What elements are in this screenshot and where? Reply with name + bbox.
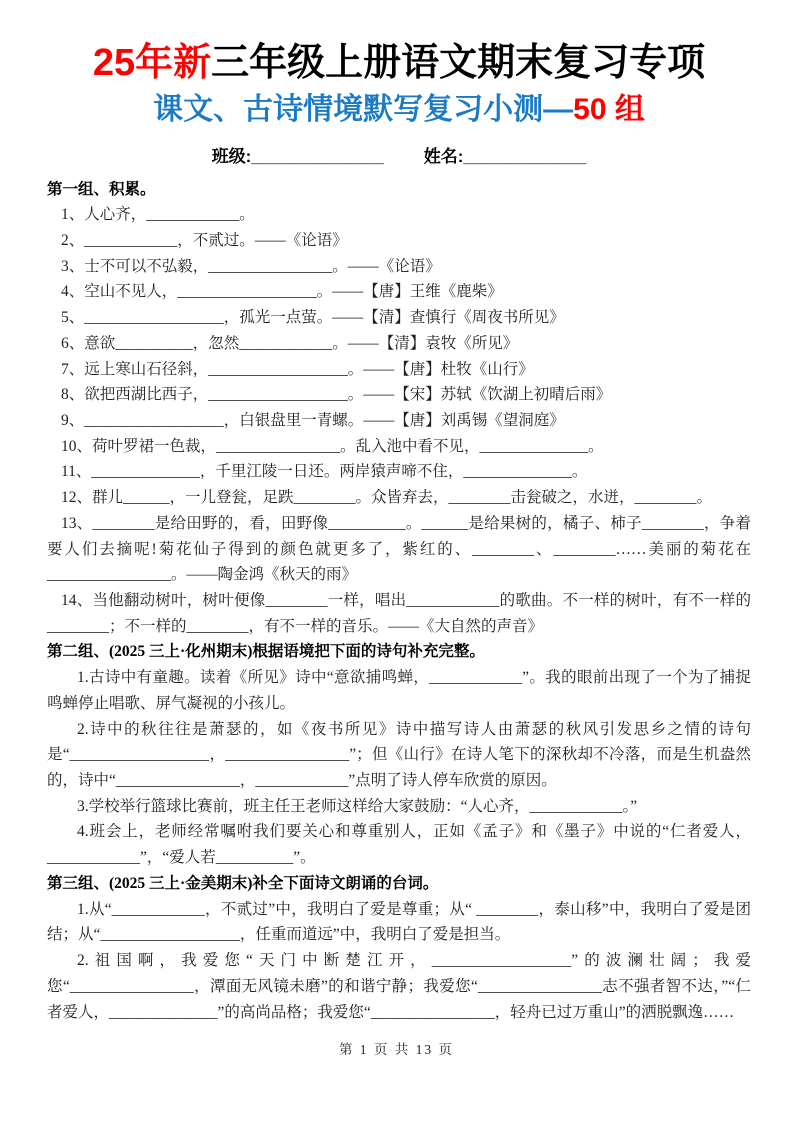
question-item: 4、空山不见人，__________________。——【唐】王维《鹿柴》 [61,283,503,301]
question-item: 7、远上寒山石径斜，__________________。——【唐】杜牧《山行》 [61,360,534,378]
page-subtitle [47,90,751,129]
section-3-heading: 第三组、(2025 三上·金美期末)补全下面诗文朗诵的台词。 [47,874,439,892]
question-item: 2.诗中的秋往往是萧瑟的，如《夜书所见》诗中描写诗人由萧瑟的秋风引发思乡之情的诗句是“__________________，________________”；但《山行》在诗人笔下的深秋却不冷落，而是生机盎然的，诗中“________________，____________”点明了诗人停车欣赏的原因。 [47,720,751,790]
question-item: 9、__________________，白银盘里一青螺。——【唐】刘禹锡《望洞庭》 [61,411,565,429]
question-item: 1.古诗中有童趣。读着《所见》诗中“意欲捕鸣蝉，____________”。我的眼前出现了一个为了捕捉鸣蝉停止唱歌、屏气凝视的小孩儿。 [47,669,751,712]
question-item: 11、______________，千里江陵一日还。两岸猿声啼不住，______________。 [61,463,588,481]
student-info-line [47,142,751,167]
question-item: 8、欲把西湖比西子，__________________。——【宋】苏轼《饮湖上初晴后雨》 [61,386,612,404]
title-main-text: 三年级上册语文期末复习专项 [211,42,706,84]
title-year-highlight: 25年新 [92,42,212,84]
question-item: 1、人心齐，____________。 [61,206,255,224]
question-item: 12、群儿______，一儿登瓮，足跌________。众皆弃去，________击瓮破之，水迸，________。 [61,489,713,507]
section-2-heading: 第二组、(2025 三上·化州期末)根据语境把下面的诗句补充完整。 [47,643,485,661]
question-item: 2.祖国啊，我爱您“天门中断楚江开，__________________”的波澜壮阔；我爱您“________________，潭面无风镜未磨”的和谐宁静；我爱您“________________志不强者智不达，”“仁者爱人，______________”的高尚品格；我爱您“________________，轻舟已过万重山”的洒脱飘逸…… [47,952,751,1021]
name-field: 姓名:_____________ [423,146,587,166]
question-item: 6、意欲__________，忽然____________。——【清】袁牧《所见》 [61,334,519,352]
question-item: 10、荷叶罗裙一色裁，________________。乱入池中看不见，______________。 [61,437,604,455]
page-title [47,40,751,88]
question-item: 3.学校举行篮球比赛前，班主任王老师这样给大家鼓励：“人心齐，____________。” [77,797,638,815]
question-item: 1.从“____________，不贰过”中，我明白了爱是尊重；从“ ________，泰山移”中，我明白了爱是团结；从“__________________，任重而道远”中，我明白了爱是担当。 [47,900,751,944]
question-item: 5、__________________，孤光一点萤。——【清】查慎行《周夜书所见》 [61,309,565,327]
class-field: 班级:______________ [211,146,384,166]
question-item: 4.班会上，老师经常嘱咐我们要关心和尊重别人，正如《孟子》和《墨子》中说的“仁者爱人，____________”，“爱人若__________”。 [47,823,751,867]
section-1-heading: 第一组、积累。 [47,180,156,198]
question-item: 14、当他翻动树叶，树叶便像________一样，唱出____________的歌曲。不一样的树叶，有不一样的________；不一样的________，有不一样的音乐。——《大自然的声音》 [47,592,751,635]
question-item: 3、士不可以不弘毅，________________。——《论语》 [61,257,441,275]
question-item: 2、____________，不贰过。——《论语》 [61,231,348,249]
page-number-footer: 第 1 页 共 13 页 [338,1042,455,1057]
subtitle-count-highlight: 50 组 [573,92,645,126]
question-item: 13、________是给田野的，看，田野像__________。______是给果树的，橘子、柿子________，争着要人们去摘呢!菊花仙子得到的颜色就更多了，紫红的、________、________……美丽的菊花在________________。——陶金鸿《秋天的雨》 [47,514,751,584]
subtitle-main-text: 课文、古诗情境默写复习小测— [153,92,574,126]
